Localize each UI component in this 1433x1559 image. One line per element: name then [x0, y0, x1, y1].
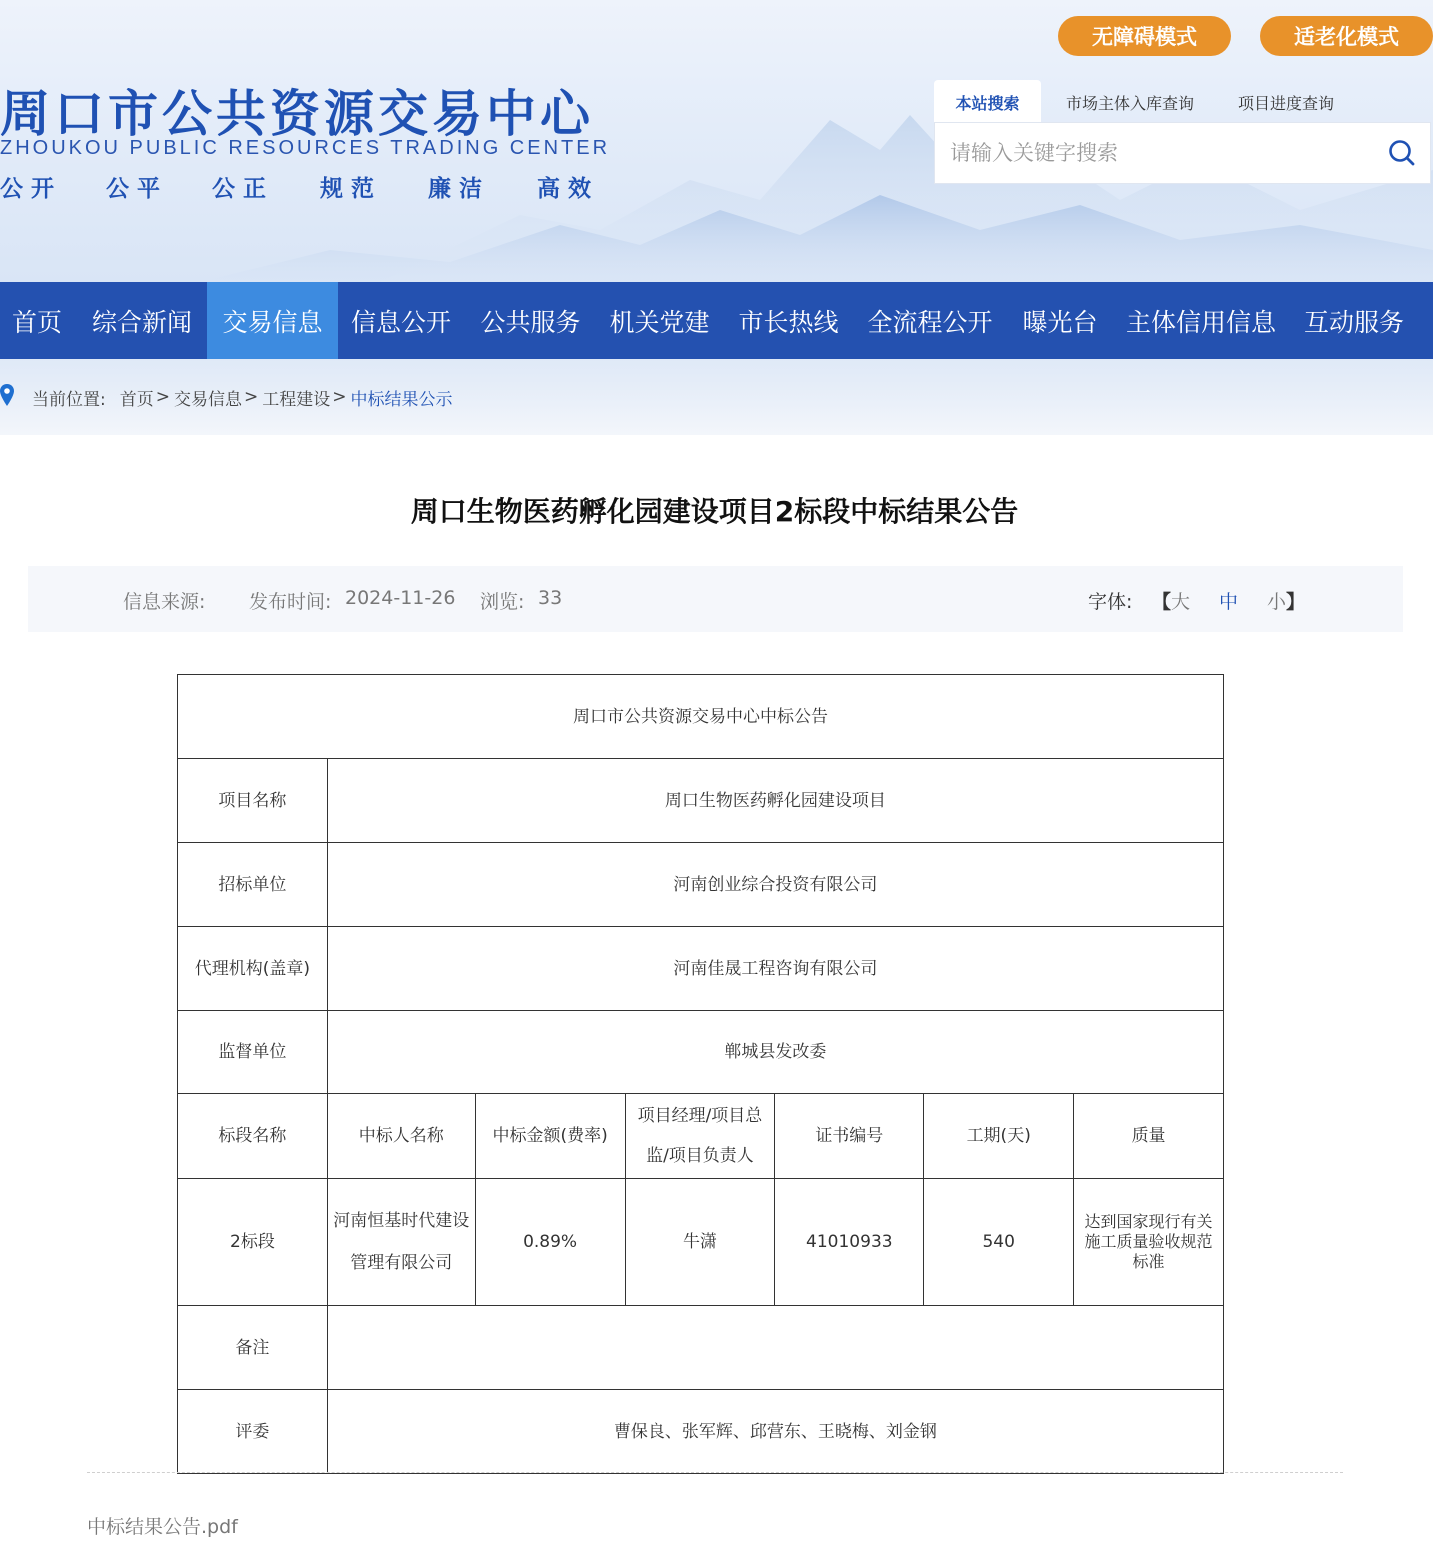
tenderer-label: 招标单位 — [178, 843, 328, 927]
project-name-label: 项目名称 — [178, 759, 328, 843]
bid-section-cell: 2标段 — [178, 1179, 328, 1306]
nav-item-interactive-service[interactable]: 互动服务 — [1303, 307, 1404, 337]
remarks-label: 备注 — [178, 1306, 328, 1390]
column-header: 项目经理/项目总监/项目负责人 — [625, 1094, 775, 1179]
nav-item-party-building[interactable]: 机关党建 — [609, 307, 710, 337]
nav-item-exposure[interactable]: 曝光台 — [1022, 307, 1098, 337]
tab-market-entity-query[interactable]: 市场主体入库查询 — [1065, 93, 1194, 113]
article-title: 周口生物医药孵化园建设项目2标段中标结果公告 — [410, 495, 1019, 528]
tab-site-search[interactable]: 本站搜索 — [934, 80, 1041, 124]
breadcrumb-home[interactable]: 首页 — [119, 389, 154, 410]
column-header: 质量 — [1074, 1094, 1224, 1179]
column-header: 中标金额(费率) — [475, 1094, 625, 1179]
search-icon[interactable] — [1374, 123, 1430, 183]
remarks-value — [327, 1306, 1223, 1390]
breadcrumb: 当前位置: 首页 > 交易信息 > 工程建设 > 中标结果公示 — [0, 359, 452, 435]
publish-date: 2024-11-26 — [345, 587, 456, 609]
nav-item-credit-info[interactable]: 主体信用信息 — [1125, 307, 1276, 337]
quality-cell: 达到国家现行有关施工质量验收规范标准 — [1074, 1179, 1224, 1306]
nav-item-public-service[interactable]: 公共服务 — [480, 307, 581, 337]
breadcrumb-trading-info[interactable]: 交易信息 — [173, 389, 242, 410]
font-size-bracket-close: 】 — [1286, 591, 1306, 613]
site-title: 周口市公共资源交易中心 — [0, 84, 594, 143]
slogan-item: 公正 — [212, 175, 274, 202]
table-header: 周口市公共资源交易中心中标公告 — [178, 675, 1224, 759]
tenderer-value: 河南创业综合投资有限公司 — [327, 843, 1223, 927]
font-size-small-button[interactable]: 小 — [1267, 591, 1287, 613]
certificate-number-cell: 41010933 — [775, 1179, 924, 1306]
winner-name-cell: 河南恒基时代建设管理有限公司 — [327, 1179, 475, 1306]
source-label: 信息来源: — [123, 591, 206, 613]
search-input[interactable] — [935, 123, 1374, 183]
site-title-en: ZHOUKOU PUBLIC RESOURCES TRADING CENTER — [0, 137, 611, 159]
column-header: 中标人名称 — [327, 1094, 475, 1179]
search-box — [934, 122, 1431, 184]
search-tabs — [934, 80, 1433, 124]
slogan-item: 公开 — [0, 175, 62, 202]
location-pin-icon — [0, 384, 14, 411]
attachment-link[interactable]: 中标结果公告.pdf — [87, 1516, 238, 1538]
breadcrumb-current[interactable]: 中标结果公示 — [350, 389, 453, 410]
nav-item-info-disclosure[interactable]: 信息公开 — [350, 307, 451, 337]
duration-cell: 540 — [924, 1179, 1074, 1306]
font-size-bracket-open: 【 — [1152, 591, 1172, 613]
bid-amount-cell: 0.89% — [475, 1179, 625, 1306]
agency-label: 代理机构(盖章) — [178, 927, 328, 1011]
notice-table — [177, 674, 1224, 1474]
supervisor-label: 监督单位 — [178, 1011, 328, 1094]
divider — [87, 1472, 1343, 1473]
project-name-value: 周口生物医药孵化园建设项目 — [327, 759, 1223, 843]
elderly-mode-button[interactable]: 适老化模式 — [1260, 16, 1433, 56]
site-slogan — [0, 170, 600, 202]
breadcrumb-bar — [0, 359, 1433, 435]
accessibility-mode-button[interactable]: 无障碍模式 — [1058, 16, 1231, 56]
views-label: 浏览: — [480, 591, 525, 613]
column-header: 证书编号 — [775, 1094, 924, 1179]
judges-label: 评委 — [178, 1390, 328, 1474]
tab-project-progress-query[interactable]: 项目进度查询 — [1237, 93, 1334, 113]
column-header: 标段名称 — [178, 1094, 328, 1179]
main-nav — [0, 282, 1433, 359]
breadcrumb-label: 当前位置: — [32, 389, 106, 410]
publish-label: 发布时间: — [249, 591, 332, 613]
slogan-item: 公平 — [106, 175, 168, 202]
nav-item-news[interactable]: 综合新闻 — [91, 307, 192, 337]
nav-item-mayor-hotline[interactable]: 市长热线 — [738, 307, 839, 337]
font-size-medium-button[interactable]: 中 — [1219, 591, 1239, 613]
agency-value: 河南佳晟工程咨询有限公司 — [327, 927, 1223, 1011]
font-size-label: 字体: — [1088, 591, 1133, 613]
column-header: 工期(天) — [924, 1094, 1074, 1179]
judges-value: 曹保良、张军辉、邱营东、王晓梅、刘金钢 — [327, 1390, 1223, 1474]
breadcrumb-engineering[interactable]: 工程建设 — [262, 389, 331, 410]
article-meta-bar — [28, 566, 1403, 632]
nav-item-full-process[interactable]: 全流程公开 — [867, 307, 993, 337]
font-size-large-button[interactable]: 大 — [1171, 591, 1191, 613]
table-row — [178, 1179, 1224, 1306]
nav-item-trading-info[interactable]: 交易信息 — [207, 282, 338, 359]
supervisor-value: 郸城县发改委 — [327, 1011, 1223, 1094]
views-count: 33 — [538, 587, 563, 609]
slogan-item: 廉洁 — [428, 175, 490, 202]
slogan-item: 规范 — [320, 175, 382, 202]
site-header — [0, 0, 1433, 282]
project-manager-cell: 牛潇 — [625, 1179, 775, 1306]
slogan-item: 高效 — [537, 175, 599, 202]
nav-item-home[interactable]: 首页 — [11, 307, 62, 337]
